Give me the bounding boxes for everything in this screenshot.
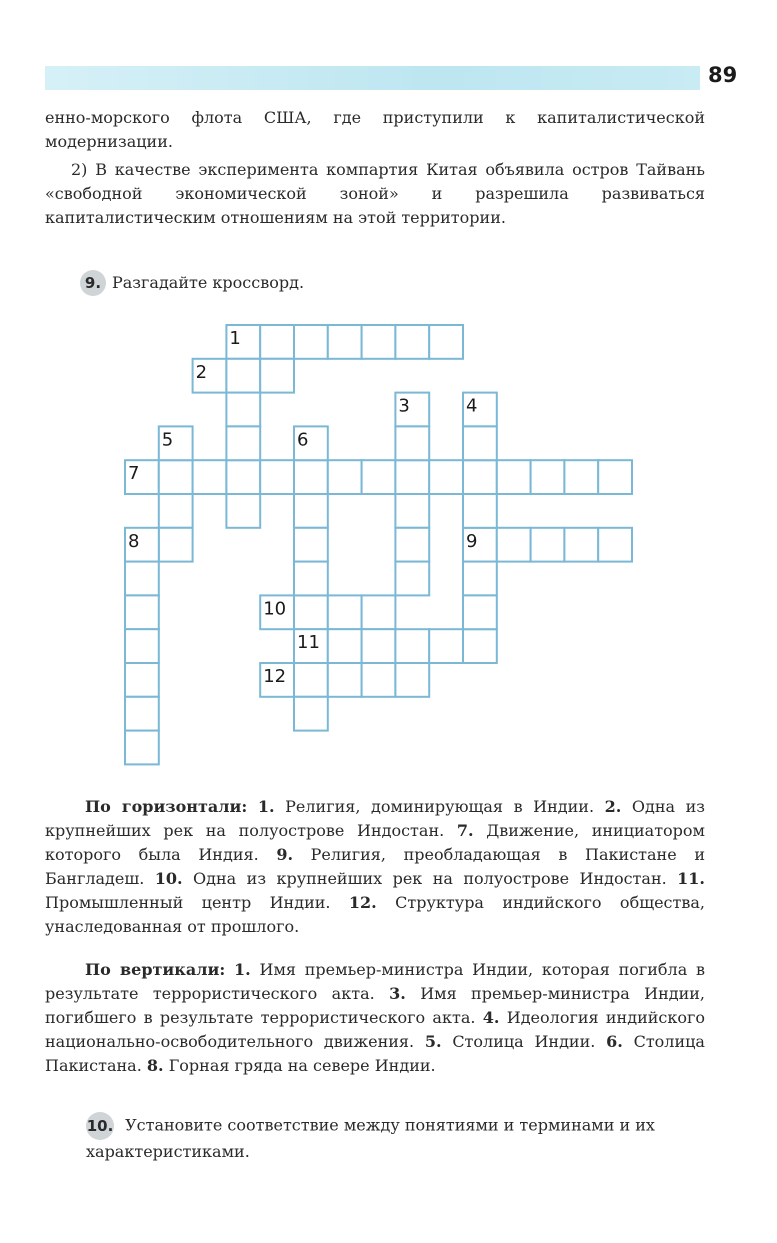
horizontal-clue-text: Религия, преобладающая в Пакистане и Бангладеш. [45, 845, 705, 888]
crossword-cell [564, 460, 598, 494]
paragraph-1: енно-морского флота США, где приступили к капиталистической модернизации. [45, 108, 705, 151]
crossword-cell [395, 629, 429, 663]
crossword-cell [226, 460, 260, 494]
horizontal-clue-number: 10. [154, 869, 183, 888]
task-10 [86, 1112, 706, 1164]
crossword-cell [328, 460, 362, 494]
crossword-cell [598, 460, 632, 494]
crossword-cell [125, 697, 159, 731]
crossword-cell [159, 494, 193, 528]
crossword-clue-number: 4 [466, 395, 478, 417]
crossword-cell [395, 562, 429, 596]
crossword-cell [598, 528, 632, 562]
vertical-clue-text: Столица Индии. [452, 1032, 596, 1051]
crossword-cell [395, 460, 429, 494]
crossword-cell [226, 393, 260, 427]
horizontal-clue-text: Движение, инициатором которого была Индия. [45, 821, 706, 864]
crossword-cell [125, 663, 159, 697]
crossword-cell [362, 460, 396, 494]
vertical-clue-text: Столица Пакистана. [45, 1032, 705, 1075]
crossword-clue-number: 12 [263, 666, 287, 687]
crossword-cell [294, 325, 328, 359]
crossword-cell [328, 663, 362, 697]
horizontal-clue-number: 11. [677, 869, 705, 888]
vertical-clue-number: 3. [389, 984, 406, 1003]
crossword-cell [564, 528, 598, 562]
crossword-cell [531, 528, 565, 562]
crossword-cell [395, 494, 429, 528]
crossword-cell [294, 595, 328, 629]
crossword-clue-number: 1 [229, 328, 241, 349]
crossword-cell [362, 595, 396, 629]
task-number-badge: 10. [86, 1112, 114, 1140]
crossword-cell [429, 325, 463, 359]
horizontal-clue-number: 9. [276, 845, 294, 864]
crossword-clue-number: 6 [297, 429, 309, 451]
crossword-cell [125, 595, 159, 629]
horizontal-clue-number: 1. [257, 797, 275, 816]
crossword-cell [125, 629, 159, 663]
vertical-clue-text: Горная гряда на севере Индии. [168, 1056, 436, 1075]
crossword-cell [125, 731, 159, 765]
crossword-cell [463, 595, 497, 629]
clues-vertical-label: По вертикали: [85, 960, 226, 979]
crossword-cell [429, 460, 463, 494]
horizontal-clue-text: Одна из крупнейших рек на полуострове Индостан. [193, 869, 667, 888]
crossword-cell [463, 629, 497, 663]
crossword-cell [395, 663, 429, 697]
crossword-cell [260, 460, 294, 494]
crossword-cell [328, 595, 362, 629]
crossword-cell [294, 494, 328, 528]
paragraph-2: 2) В качестве эксперимента компартия Китая объявила остров Тайвань «свободной экономической зоной» и разрешила развиваться капиталистическим отношениям на этой территории. [45, 160, 705, 227]
clues-horizontal-label: По горизонтали: [85, 797, 248, 816]
crossword-cell [362, 663, 396, 697]
crossword-cell [260, 359, 294, 393]
crossword-cell [531, 460, 565, 494]
vertical-clue-number: 8. [146, 1056, 164, 1075]
crossword-cell [362, 325, 396, 359]
clues-vertical [45, 958, 705, 1078]
crossword-clue-number: 10 [263, 598, 287, 620]
crossword-cell [395, 325, 429, 359]
crossword-cell [463, 460, 497, 494]
crossword-cell [429, 629, 463, 663]
crossword-cell [463, 426, 497, 460]
crossword-cell [395, 426, 429, 460]
crossword-clue-number: 7 [128, 463, 140, 485]
vertical-clue-text: Имя премьер-министра Индии, которая погибла в результате террористического акта. [45, 960, 706, 1003]
vertical-clue-number: 4. [482, 1008, 500, 1027]
crossword-cell [193, 460, 227, 494]
crossword-cell [226, 494, 260, 528]
crossword-cell [226, 359, 260, 393]
crossword-clue-number: 11 [297, 632, 320, 654]
crossword-cell [260, 325, 294, 359]
horizontal-clue-number: 2. [604, 797, 622, 816]
crossword-cell [497, 460, 531, 494]
vertical-clue-number: 5. [424, 1032, 442, 1051]
crossword-cell [294, 697, 328, 731]
horizontal-clue-text: Одна из крупнейших рек на полуострове Индостан. [45, 797, 706, 840]
crossword-cell [463, 494, 497, 528]
crossword-cell [294, 460, 328, 494]
crossword-cell [497, 528, 531, 562]
crossword-cell [362, 629, 396, 663]
task-number-badge: 9. [80, 270, 106, 296]
crossword-cell [294, 562, 328, 596]
crossword-cell [395, 528, 429, 562]
crossword-cell [328, 629, 362, 663]
vertical-clue-number: 1. [234, 960, 251, 979]
crossword-clue-number: 8 [128, 530, 140, 552]
horizontal-clue-text: Промышленный центр Индии. [45, 893, 331, 912]
vertical-clue-text: Идеология индийского национально-освободительного движения. [45, 1008, 706, 1051]
horizontal-clue-number: 7. [456, 821, 474, 840]
crossword-cell [294, 528, 328, 562]
crossword-clue-number: 5 [161, 429, 174, 451]
clues-horizontal [45, 795, 705, 939]
crossword-cell [294, 663, 328, 697]
vertical-clue-text: Имя премьер-министра Индии, погибшего в результате террористического акта. [45, 984, 706, 1027]
crossword-clue-number: 9 [466, 530, 478, 552]
crossword-cell [226, 426, 260, 460]
crossword-cell [463, 562, 497, 596]
page-number: 89 [708, 63, 738, 87]
crossword-cell [159, 460, 193, 494]
crossword-cell [328, 325, 362, 359]
horizontal-clue-text: Структура индийского общества, унаследованная от прошлого. [45, 893, 705, 936]
horizontal-clue-text: Религия, доминирующая в Индии. [285, 797, 595, 816]
crossword-cell [125, 562, 159, 596]
vertical-clue-number: 6. [606, 1032, 623, 1051]
horizontal-clue-number: 12. [348, 893, 377, 912]
task-9-text: Разгадайте кроссворд. [112, 273, 305, 292]
crossword-clue-number: 3 [398, 395, 410, 417]
task-10-text: Установите соответствие между понятиями и терминами и их характеристиками. [86, 1115, 655, 1161]
crossword-clue-number: 2 [195, 361, 208, 383]
crossword-cell [159, 528, 193, 562]
